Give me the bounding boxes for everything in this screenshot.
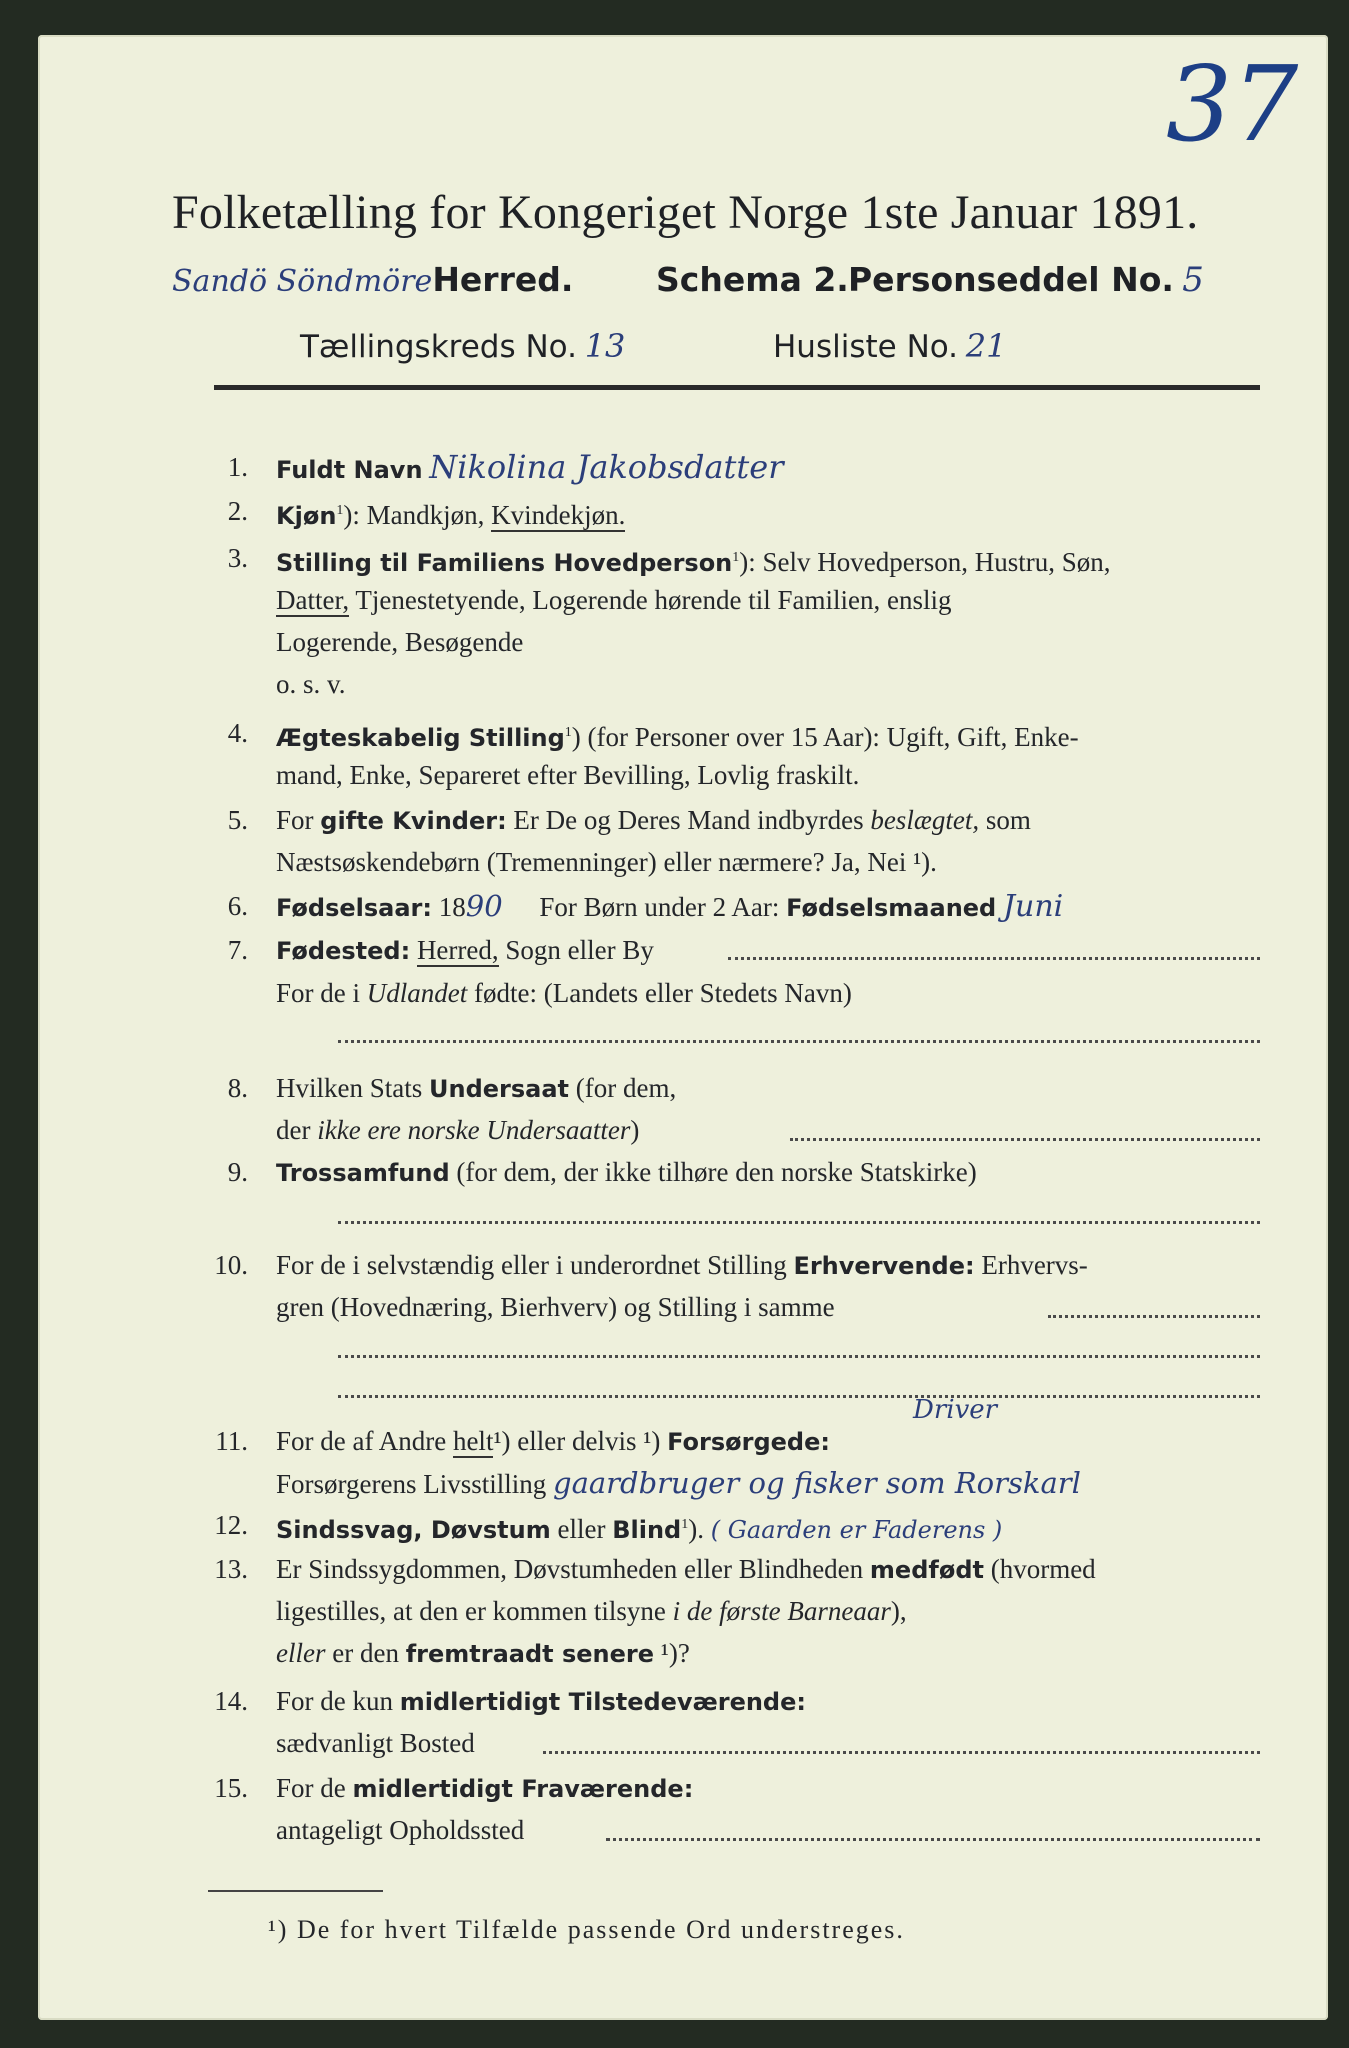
item-text: ): Selv Hovedperson, Hustru, Søn, [739, 547, 1111, 577]
item-label: Stilling til Familiens Hovedperson [276, 549, 733, 577]
item-text: ): Mandkjøn, [343, 500, 485, 530]
item-label: Trossamfund [276, 1159, 450, 1187]
item-label: Forsørgede: [667, 1428, 830, 1456]
item-text: Er Sindssygdommen, Døvstumheden eller Blindheden [276, 1554, 870, 1584]
item-text: (for dem, der ikke tilhøre den norske Statskirke) [449, 1157, 977, 1187]
personseddel-field [848, 260, 1204, 300]
form-title: Folketælling for Kongeriget Norge 1ste Januar 1891. [172, 186, 1199, 239]
herred-value: Sandö Söndmöre [172, 264, 433, 299]
item-label: Fuldt Navn [276, 456, 423, 484]
kreds-field [300, 327, 625, 365]
birthplace-selected-option: Herred, [416, 935, 499, 965]
item-label: Kjøn [276, 502, 337, 530]
item-number: 4. [227, 718, 248, 748]
item-number: 5. [227, 805, 248, 835]
item-text-italic: ikke ere norske Undersaatter [317, 1115, 631, 1145]
item-label: Sindssvag, Døvstum [276, 1516, 551, 1544]
item-number: 9. [227, 1157, 248, 1187]
item-text: Er De og Deres Mand indbyrdes [506, 805, 871, 835]
item-label: midlertidigt Tilstedeværende: [399, 1688, 806, 1716]
page-number-annotation: 37 [1166, 43, 1299, 165]
item-label: Blind [612, 1516, 682, 1544]
item-label: Fødselsmaaned [786, 894, 997, 922]
provider-occupation-value: gaardbruger og fisker som Rorskarl [553, 1466, 1081, 1500]
item-text: ) (for Personer over 15 Aar): Ugift, Gift, Enke- [571, 722, 1079, 752]
footnote: ¹) De for hvert Tilfælde passende Ord understreges. [268, 1915, 905, 1944]
dotted-line [338, 1040, 1260, 1043]
item-text: fødte: (Landets eller Stedets Navn) [467, 978, 852, 1008]
item-label: Undersaat [429, 1075, 570, 1103]
item-text: Hvilken Stats [276, 1073, 429, 1103]
herred-field [172, 260, 573, 300]
item-label: Erhvervende: [793, 1252, 975, 1280]
item-text: Sogn eller By [498, 935, 654, 965]
item-text: ¹)? [654, 1638, 690, 1668]
kreds-label: Tællingskreds No. [300, 329, 577, 365]
birth-year-value: 90 [465, 889, 503, 923]
item-number: 1. [227, 452, 248, 482]
birth-year-prefix: 18 [438, 892, 466, 922]
personseddel-value: 5 [1182, 260, 1204, 300]
item-text: Næstsøskendebørn (Tremenninger) eller nærmere? Ja, Nei ¹). [276, 847, 937, 877]
disability-note-value: ( Gaarden er Faderens ) [710, 1516, 1003, 1544]
item-text-italic: Udlandet [366, 978, 468, 1008]
item-text: For de kun [276, 1686, 400, 1716]
item-label: midlertidigt Fraværende: [352, 1775, 694, 1803]
item-text-italic: eller [276, 1638, 326, 1668]
kreds-value: 13 [584, 327, 626, 365]
item-text: o. s. v. [276, 669, 346, 699]
dotted-line [1048, 1315, 1260, 1318]
item-label: gifte Kvinder: [320, 807, 507, 835]
item-text: som [979, 805, 1031, 835]
item-number: 2. [227, 496, 248, 526]
item-text: For de [276, 1773, 353, 1803]
husliste-value: 21 [965, 327, 1007, 365]
item-text: der [276, 1115, 318, 1145]
item-label: medfødt [869, 1556, 984, 1584]
item-text: For [276, 805, 321, 835]
husliste-label: Husliste No. [773, 329, 959, 365]
item-text: er den [325, 1638, 406, 1668]
full-name-value: Nikolina Jakobsdatter [429, 448, 784, 486]
item-text: For de i selvstændig eller i underordnet Stilling [276, 1250, 794, 1280]
item-number: 12. [214, 1510, 248, 1540]
item-text-italic: i de første Barneaar [672, 1596, 891, 1626]
item-text: (hvormed [983, 1554, 1096, 1584]
item-number: 6. [227, 891, 248, 921]
item-text: Logerende, Besøgende [276, 627, 524, 657]
item-text: Forsørgerens Livsstilling [276, 1469, 547, 1499]
item-text: (for dem, [569, 1073, 677, 1103]
item-text: For de af Andre [276, 1426, 453, 1456]
birth-month-value: Juni [1002, 889, 1064, 924]
item-text: eller [550, 1514, 613, 1544]
dotted-line [338, 1221, 1260, 1224]
item-label: fremtraadt senere [405, 1640, 655, 1668]
item-number: 3. [227, 543, 248, 573]
personseddel-label: Personseddel No. [848, 260, 1174, 299]
item-text: sædvanligt Bosted [276, 1728, 475, 1758]
header-divider [214, 385, 1260, 390]
item-text: ) [630, 1115, 640, 1145]
husliste-field [773, 327, 1007, 365]
dotted-line [790, 1138, 1260, 1141]
item-text: mand, Enke, Separeret efter Bevilling, Lovlig fraskilt. [276, 760, 860, 790]
item-number: 8. [227, 1073, 248, 1103]
item-label: Fødested: [276, 937, 411, 965]
dotted-line [338, 1395, 1260, 1398]
item-text: antageligt Opholdssted [276, 1815, 525, 1845]
census-form-sheet: 37 Folketælling for Kongeriget Norge 1ste Januar 1891. Sandö SöndmöreHerred. Schema 2. Personseddel No. 5 Tællingskreds No. 13 Husliste No. 21 1. Fuldt Navn Nikolina Jakobsdatter 2. Kjøn$^1$): Mandkjøn, Kvindekjøn. 3. Stilling til Familiens Hovedperson$^1$): Selv Hovedperson, Hustru, Søn, Datter, Tjenestetyende, Logerende hørende til Familien, enslig Logerende, Besøgende o. s. v. 4. Ægteskabelig Stilling$^1$) (for Personer over 15 Aar): Ugift, Gift, Enke- mand, Enke, Separeret efter Bevilling, Lovlig fraskilt. 5. For gifte Kvinder: Er De og Deres Mand indbyrdes beslægtet, som Næstsøskendebørn (Tremenninger) eller nærmere? Ja, Nei ¹). 6. Fødselsaar: 1890 For Børn under 2 Aar: Fødselsmaaned Juni 7. Fødested: Herred, Sogn eller By For de i Udlandet fødte: (Landets eller Stedets Navn) 8. Hvilken Stats Undersaat (for dem, der ikke ere norske Undersaatter) 9. Trossamfund (for dem, der ikke tilhøre den norske Statskirke) 10. For de i selvstændig eller i underordnet Stilling Erhvervende: Erhvervs- gren (Hovednæring, Bierhverv) og Stilling i samme Driver 11. For de af Andre helt¹) eller delvis ¹) Forsørgede: Forsørgerens Livsstilling gaardbruger og fisker som Rorskarl 12. Sindssvag, Døvstum eller Blind$^1$). ( Gaarden er Faderens ) 13. Er Sindssygdommen, Døvstumheden eller Blindheden medfødt (hvormed ligestilles, at den er kommen tilsyne i de første Barneaar), eller er den fremtraadt senere ¹)? 14. For de kun midlertidigt Tilstedeværende: sædvanligt Bosted 15. For de midlertidigt Fraværende: antageligt Opholdssted ¹) De for hvert Tilfælde passende Ord understreges. [38, 35, 1328, 2020]
schema-label: Schema 2. [656, 260, 849, 299]
item-text: gren (Hovednæring, Bierhverv) og Stilling i samme [276, 1292, 835, 1322]
item-number: 15. [214, 1773, 248, 1803]
item-number: 10. [214, 1250, 248, 1280]
item-text: Erhvervs- [974, 1250, 1088, 1280]
item-text: For de i [276, 978, 367, 1008]
herred-label: Herred. [432, 260, 574, 299]
family-position-selected-option: Datter, [276, 585, 350, 615]
item-number: 13. [214, 1554, 248, 1584]
item-text: ¹) eller delvis ¹) [493, 1426, 668, 1456]
item-text: Tjenestetyende, Logerende hørende til Familien, enslig [349, 585, 952, 615]
item-number: 11. [215, 1426, 248, 1456]
dotted-line [543, 1751, 1260, 1754]
item-text: ligestilles, at den er kommen tilsyne [276, 1596, 673, 1626]
item-text-italic: beslægtet, [870, 805, 980, 835]
item-number: 14. [214, 1686, 248, 1716]
supported-selected-option: helt [452, 1426, 494, 1456]
item-text: For Børn under 2 Aar: [539, 892, 780, 922]
item-label: Ægteskabelig Stilling [276, 724, 565, 752]
provider-annotation: Driver [913, 1395, 998, 1425]
dotted-line [338, 1355, 1260, 1358]
dotted-line [728, 957, 1260, 960]
dotted-line [606, 1838, 1260, 1841]
item-number: 7. [227, 935, 248, 965]
item-text: ), [890, 1596, 907, 1626]
footnote-divider [208, 1890, 383, 1892]
item-label: Fødselsaar: [276, 894, 432, 922]
sex-selected-option: Kvindekjøn. [491, 500, 626, 530]
